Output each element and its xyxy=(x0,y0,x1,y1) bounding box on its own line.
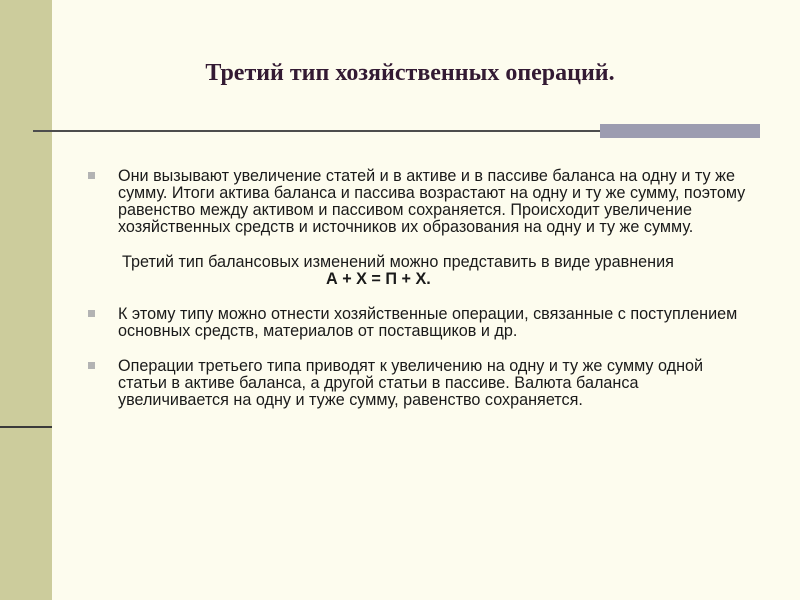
equation-intro xyxy=(88,254,748,271)
side-decoration-bar xyxy=(0,0,52,600)
bullet-item-1-text: Они вызывают увеличение статей и в активе и в пассиве баланса на одну и ту же сумму. Итоги актива баланса и пассива возрастают на одну и ту же сумму, поэтому равенство между активом и пассивом сохраняется. Происходит увеличение хозяйственных средств и источников их образования на одну и ту же сумму. xyxy=(118,167,746,236)
bullet-item-2 xyxy=(88,306,748,340)
title-divider-accent xyxy=(600,124,760,138)
bullet-item-2-text: К этому типу можно отнести хозяйственные операции, связанные с поступлением основных средств, материалов от поставщиков и др. xyxy=(118,305,738,340)
slide-body xyxy=(88,168,748,409)
title-divider xyxy=(33,130,600,132)
slide-title-bold: Третий тип xyxy=(205,60,330,86)
bullet-marker-icon xyxy=(88,362,95,369)
bullet-item-3-text: Операции третьего типа приводят к увеличению на одну и ту же сумму одной статьи в активе баланса, а другой статьи в пассиве. Валюта баланса увеличивается на одну и туже сумму, равенство сохраняется. xyxy=(118,357,704,409)
bullet-item-1 xyxy=(88,168,748,236)
equation: А + Х = П + Х. xyxy=(326,270,431,288)
slide-title xyxy=(60,60,760,87)
bullet-marker-icon xyxy=(88,310,95,317)
side-decoration-line xyxy=(0,426,52,428)
bullet-marker-icon xyxy=(88,172,95,179)
bullet-item-3 xyxy=(88,358,748,409)
slide-title-rest: хозяйственных операций. xyxy=(329,60,615,86)
equation-intro-text: Третий тип балансовых изменений можно представить в виде уравнения xyxy=(122,253,674,271)
